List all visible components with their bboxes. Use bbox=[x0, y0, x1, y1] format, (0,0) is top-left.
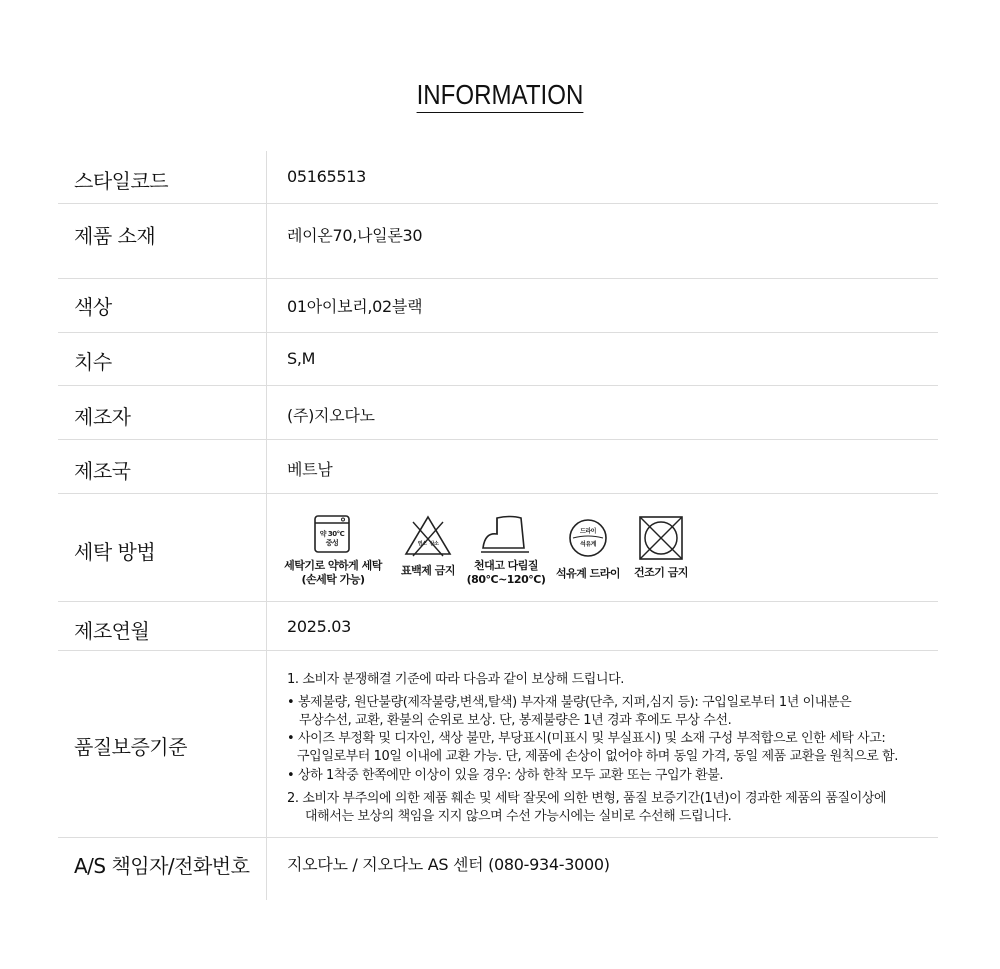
as-value: 지오다노 / 지오다노 AS 센터 (080-934-3000) bbox=[287, 855, 610, 874]
maker-value: (주)지오다노 bbox=[287, 406, 375, 425]
column-divider bbox=[266, 151, 267, 900]
no-bleach-icon bbox=[403, 514, 453, 558]
row-divider bbox=[58, 332, 938, 333]
date-value: 2025.03 bbox=[287, 617, 352, 636]
row-divider bbox=[58, 493, 938, 494]
bleach-icon-text-2: 산소 bbox=[429, 541, 439, 547]
iron-label-1: 천대고 다림질 bbox=[473, 559, 539, 572]
row-divider bbox=[58, 601, 938, 602]
dry-clean-icon bbox=[566, 518, 610, 562]
color-value: 01아이보리,02블랙 bbox=[287, 297, 423, 316]
quality-line-4: • 사이즈 부정확 및 디자인, 색상 불만, 부당표시(미표시 및 부실표시) 및 소재 구성 부적합으로 인한 세탁 사고: bbox=[287, 731, 886, 746]
quality-label: 품질보증기준 bbox=[74, 735, 187, 759]
dry-icon-text-2: 석유계 bbox=[580, 541, 596, 548]
row-divider bbox=[58, 650, 938, 651]
wash-icon-text-2: 중성 bbox=[325, 539, 339, 547]
quality-line-6: • 상하 1착중 한쪽에만 이상이 있을 경우: 상하 한착 모두 교환 또는 구입가 환불. bbox=[287, 768, 724, 783]
iron-icon bbox=[477, 512, 535, 554]
maker-label: 제조자 bbox=[74, 405, 131, 429]
row-divider bbox=[58, 385, 938, 386]
size-value: S,M bbox=[287, 349, 316, 368]
row-divider bbox=[58, 439, 938, 440]
quality-line-3: 무상수선, 교환, 환불의 순위로 보상. 단, 봉제불량은 1년 경과 후에도 무상 수선. bbox=[299, 713, 732, 728]
care-iron bbox=[466, 512, 546, 594]
row-divider bbox=[58, 203, 938, 204]
care-wash bbox=[278, 514, 388, 594]
care-tumble bbox=[628, 514, 694, 594]
bleach-label: 표백제 금지 bbox=[401, 564, 455, 577]
material-value: 레이온70,나일론30 bbox=[287, 226, 423, 245]
size-label: 치수 bbox=[74, 350, 112, 374]
washing-machine-icon bbox=[313, 514, 353, 554]
quality-line-2: • 봉제불량, 원단불량(제작불량,변색,탈색) 부자재 불량(단추, 지퍼,심지 등): 구입일로부터 1년 이내분은 bbox=[287, 695, 852, 710]
wash-icon-text-1: 약 30°C bbox=[319, 530, 345, 538]
as-label: A/S 책임자/전화번호 bbox=[74, 854, 250, 878]
bleach-icon-text-1: 염소 bbox=[417, 541, 427, 547]
country-value: 베트남 bbox=[287, 460, 333, 479]
quality-line-1: 1. 소비자 분쟁해결 기준에 따라 다음과 같이 보상해 드립니다. bbox=[287, 672, 624, 687]
row-divider bbox=[58, 837, 938, 838]
wash-label-2: (손세탁 가능) bbox=[301, 573, 365, 586]
page-title: INFORMATION bbox=[0, 74, 1000, 113]
care-dry-clean bbox=[552, 514, 624, 594]
no-tumble-dry-icon bbox=[638, 515, 684, 561]
quality-line-8: 대해서는 보상의 책임을 지지 않으며 수선 가능시에는 실비로 수선해 드립니다. bbox=[305, 809, 732, 824]
date-label: 제조연월 bbox=[74, 619, 150, 643]
row-divider bbox=[58, 278, 938, 279]
washing-label: 세탁 방법 bbox=[74, 540, 156, 564]
iron-label-2: (80°C~120°C) bbox=[466, 573, 546, 586]
country-label: 제조국 bbox=[74, 459, 131, 483]
quality-line-5: 구입일로부터 10일 이내에 교환 가능. 단, 제품에 손상이 없어야 하며 동일 가격, 동일 제품 교환을 원칙으로 함. bbox=[297, 749, 899, 764]
care-bleach bbox=[398, 514, 458, 594]
color-label: 색상 bbox=[74, 295, 112, 319]
wash-label-1: 세탁기로 약하게 세탁 bbox=[284, 559, 382, 572]
tumble-label: 건조기 금지 bbox=[634, 566, 688, 579]
quality-line-7: 2. 소비자 부주의에 의한 제품 훼손 및 세탁 잘못에 의한 변형, 품질 보증기간(1년)이 경과한 제품의 품질이상에 bbox=[287, 791, 887, 806]
dry-icon-text-1: 드라이 bbox=[580, 528, 596, 535]
dry-clean-label: 석유계 드라이 bbox=[555, 567, 621, 580]
material-label: 제품 소재 bbox=[74, 224, 156, 248]
style-code-label: 스타일코드 bbox=[74, 169, 169, 193]
style-code-value: 05165513 bbox=[287, 167, 367, 186]
